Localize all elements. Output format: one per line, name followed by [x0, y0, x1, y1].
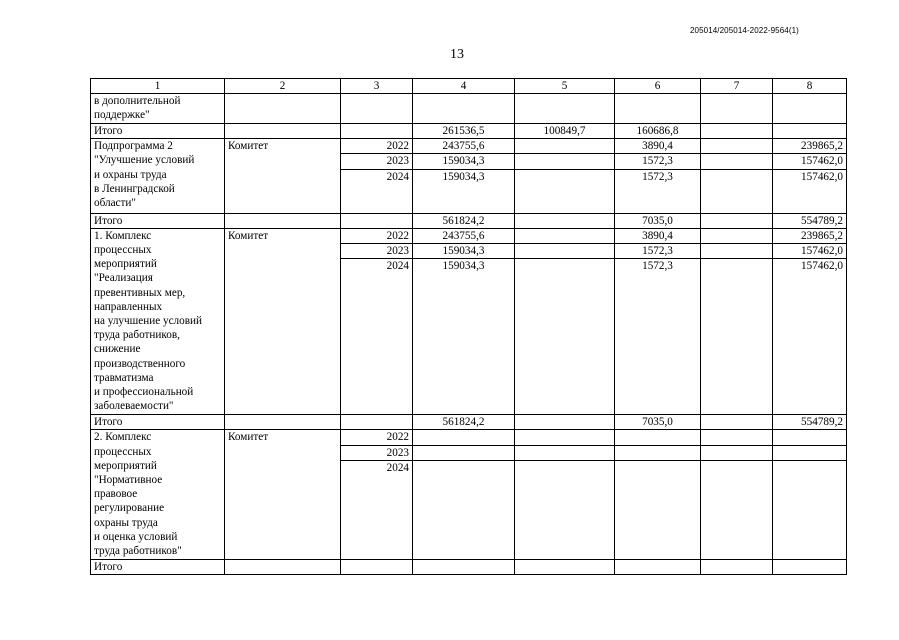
year-cell: 2022 — [341, 139, 413, 154]
value-cell: 159034,3 — [413, 244, 515, 259]
year-cell: 2024 — [341, 259, 413, 415]
total-row — [91, 124, 847, 139]
column-header: 1 — [91, 79, 225, 94]
name-line: труда работников" — [94, 544, 182, 557]
total-value: 561824,2 — [413, 415, 515, 430]
table-row — [91, 430, 847, 445]
column-header: 6 — [615, 79, 701, 94]
name-line: области" — [94, 196, 136, 209]
name-line: на улучшение условий — [94, 314, 202, 327]
name-line: травматизма — [94, 371, 154, 384]
value-cell: 157462,0 — [773, 244, 847, 259]
column-header: 3 — [341, 79, 413, 94]
value-cell: 239865,2 — [773, 139, 847, 154]
total-label: Итого — [91, 559, 225, 574]
name-line: превентивных мер, — [94, 286, 186, 299]
total-label: Итого — [91, 213, 225, 228]
total-value: 554789,2 — [773, 213, 847, 228]
value-cell: 3890,4 — [615, 228, 701, 243]
name-line: процессных — [94, 244, 152, 256]
total-row — [91, 415, 847, 430]
value-cell: 239865,2 — [773, 228, 847, 243]
value-cell: 159034,3 — [413, 259, 515, 415]
name-line: направленных — [94, 300, 163, 313]
column-header: 5 — [515, 79, 615, 94]
year-cell: 2023 — [341, 154, 413, 169]
name-line: "Нормативное — [94, 473, 163, 486]
header-row — [91, 79, 847, 94]
executor-cell: Комитет — [225, 228, 341, 414]
year-cell: 2023 — [341, 244, 413, 259]
value-cell: 157462,0 — [773, 154, 847, 169]
document-id: 205014/205014-2022-9564(1) — [690, 26, 799, 35]
page-number: 13 — [450, 47, 464, 62]
name-line: "Улучшение условий — [94, 154, 195, 167]
name-line: правовое — [94, 488, 138, 501]
total-row — [91, 559, 847, 574]
executor-cell: Комитет — [225, 139, 341, 213]
year-cell: 2024 — [341, 460, 413, 559]
value-cell: 1572,3 — [615, 154, 701, 169]
name-line: Подпрограмма 2 — [94, 140, 173, 153]
name-line: в дополнительной — [94, 95, 181, 107]
value-cell: 243755,6 — [413, 228, 515, 243]
column-header: 4 — [413, 79, 515, 94]
total-value — [773, 124, 847, 139]
value-cell: 3890,4 — [615, 139, 701, 154]
budget-table — [90, 78, 847, 575]
name-line: регулирование — [94, 502, 165, 515]
table-row — [91, 139, 847, 154]
name-line: 1. Комплекс — [94, 229, 152, 242]
name-line: и охраны труда — [94, 168, 167, 181]
value-cell: 243755,6 — [413, 139, 515, 154]
value-cell: 157462,0 — [773, 259, 847, 415]
program-name-cell — [91, 94, 225, 124]
name-line: и оценка условий — [94, 530, 178, 543]
total-value: 7035,0 — [615, 415, 701, 430]
name-line: 2. Комплекс — [94, 431, 152, 444]
name-line: труда работников, — [94, 329, 180, 342]
value-cell: 1572,3 — [615, 244, 701, 259]
name-line: процессных — [94, 445, 152, 458]
total-label: Итого — [91, 124, 225, 139]
name-line: мероприятий — [94, 258, 157, 271]
name-line: в Ленинградской — [94, 182, 175, 195]
total-value: 261536,5 — [413, 124, 515, 139]
table-row — [91, 228, 847, 243]
column-header: 7 — [701, 79, 773, 94]
year-cell: 2022 — [341, 228, 413, 243]
column-header: 8 — [773, 79, 847, 94]
total-value: 561824,2 — [413, 213, 515, 228]
total-row — [91, 213, 847, 228]
name-line: производственного — [94, 357, 186, 370]
name-line: и профессиональной — [94, 385, 194, 398]
name-line: охраны труда — [94, 516, 158, 529]
program-name-cell — [91, 228, 225, 414]
value-cell: 1572,3 — [615, 169, 701, 213]
value-cell: 157462,0 — [773, 169, 847, 213]
name-line: заболеваемости" — [94, 400, 174, 413]
year-cell: 2024 — [341, 169, 413, 213]
total-value: 7035,0 — [615, 213, 701, 228]
table-row — [91, 94, 847, 124]
column-header: 2 — [225, 79, 341, 94]
value-cell: 159034,3 — [413, 154, 515, 169]
program-name-cell — [91, 139, 225, 213]
name-line: мероприятий — [94, 459, 157, 472]
name-line: "Реализация — [94, 272, 153, 285]
program-name-cell — [91, 430, 225, 559]
year-cell: 2022 — [341, 430, 413, 445]
value-cell: 159034,3 — [413, 169, 515, 213]
total-label: Итого — [91, 415, 225, 430]
total-value: 554789,2 — [773, 415, 847, 430]
name-line: поддержке" — [94, 109, 150, 122]
executor-cell: Комитет — [225, 430, 341, 559]
value-cell: 1572,3 — [615, 259, 701, 415]
year-cell: 2023 — [341, 445, 413, 460]
total-value: 160686,8 — [615, 124, 701, 139]
name-line: снижение — [94, 343, 141, 356]
total-value: 100849,7 — [515, 124, 615, 139]
